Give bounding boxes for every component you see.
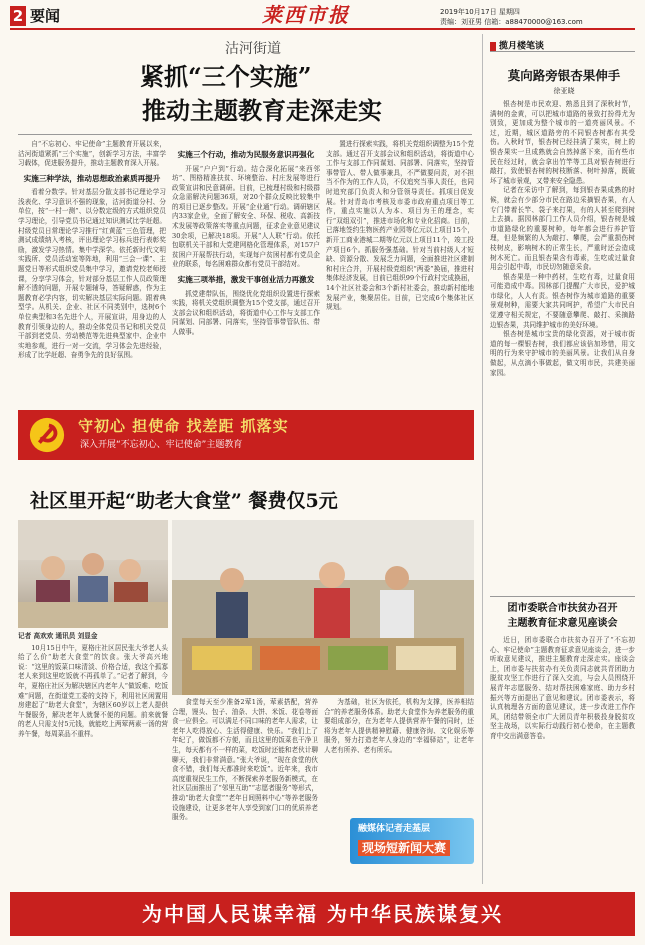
lead-intro-paragraph: 自“不忘初心、牢记使命”主题教育开展以来，沽河街道紧抓“三个实施”，创新学习方法，丰富学习载体，促进服务提升，推动主题教育深入开展。: [18, 140, 166, 168]
section-name: 要闻: [30, 7, 61, 25]
lead-headline-line1: 紧抓“三个实施”: [140, 62, 312, 91]
column-marker-icon: [490, 42, 496, 51]
sidebar-separator: [490, 596, 635, 597]
footer-slogan: 为中国人民谋幸福 为中华民族谋复兴: [142, 902, 503, 926]
lead-paragraph-3: 开展“户户到”行动。结合深化拓展“来西邻坊”、图格精准扶贫、环境整治、村庄发展等进行政策宣讲和民意调研。目前，已梳理村级和村级群众急需解决问题36项，对20个群众反映比较集中的项目已逐步整改。开展“企业通”行动。调研辖区内33家企业，全面了解安全、环保、税收、高新技术发展等政策落实等重点问题，征求企业意见建议30余项，已解决18项。开展“人人联”行动。依托包联机关干部和大党建网格化管理体系，对157户贫困户开展帮扶行动，实现每户贫困村都有党员企业的联系，每名困难群众都有党员干部结对。: [172, 164, 320, 269]
essay-paragraph-3: 银杏果是一种中药材，生吃有毒，过量食用可能造成中毒。园林部门提醒广大市民，爱护城市绿化，人人有责。银杏树作为城市道路的重要景观树种，需要大家共同呵护，希望广大市民自觉遵守相关规定，不要随意攀爬、敲打、采摘路边银杏果，共同维护城市的美好环境。: [490, 272, 635, 329]
lead-column-1: [18, 140, 166, 408]
lead-paragraph-4: 抓党建带队伍，围绕优化党组织设置进行探索实践，将机关党组织调整为15个党支部，通过召开支部会议和组织活动，将街道中心工作与支部工作同谋划、同部署、同落实，坚持管事带管队伍、带人做事。: [172, 289, 320, 336]
sidebar-author: 徐亚晓: [553, 87, 575, 95]
sidebar-story-paragraph: 近日，团市委联合市扶贫办召开了“不忘初心、牢记使命”主题教育征求意见座谈会，进一步听取意见建议，推进主题教育走深走实。座谈会上，团市委与扶贫办有关负责同志就共青团助力脱贫攻坚工作进行了深入交流，与会人员围绕开展青年志愿服务、结对帮扶困难家庭、助力乡村振兴等方面提出了意见和建议。团市委表示，将认真梳理各方面的意见建议，进一步改进工作作风，团结带领全市广大团员青年积极投身脱贫攻坚主战场，以实际行动践行初心使命，在主题教育中交出满意答卷。: [490, 636, 635, 740]
editor-info: 责编：刘亚男 信箱：a88470000@163.com: [440, 18, 583, 26]
lead-paragraph-5: 置进行探索实践，将机关党组织调整为15个党支部。通过召开支部会议和组织活动，将街道中心工作与支部工作同谋划、同部署、同落实，坚持管事带管人、带人做事兼具，不严做要问责，对不担当不作为的工作人员，不仅追究当事人责任，也同时追究部门负责人和分管领导责任。抓项目促发展。针对青岛市考核及市委市政府重点项目等工作，重点实施以人为本、项目为王的理念，实行“双组双引”，推进市场化和专业化招商。目前，已落地签约生物医药产业园等亿元以上项目15个，新开工商业港城二期等亿元以上项目11个，竣工投产项目6个。抓服务强基础。针对当前村级人才短缺、资源分散、发展乏力问题，全面推进社区建制和村庄合并，开展村级党组织“两委”换届，推进村集体经济发展，目前已组织99个行政村完成换届，14个社区社委会和3个新村社委会，推动新村能地发展产业，集聚居住。目前，已完成6个集体社区规划。: [326, 140, 474, 312]
story2-headline: 社区里开起“助老大食堂” 餐费仅5元: [30, 490, 338, 512]
headline-rule: [18, 134, 472, 135]
story2-column-3: [324, 698, 474, 814]
lead-paragraph-2: 看着分数学。针对基层分散支部书记理论学习浅表化、学习意识不强的现象，沽河街道分村、分单位，按“一村一测”、以分数定级的方式组织党员学习理论，引导党员书记通过知识测试比学赶超。村级党员日常理论学习推行“红黄蓝”三色管理，把测试成绩纳入考核，评出理论学习标兵进行表彰奖励，激发学习热情。集中学深学。依托新时代文明实践所、党员活动室等阵地，利用“三会一课”、主题党日等形式组织党员集中学习，邀请党校老师授课，分享学习体会，针对部分基层工作人员政策理解不透的问题，开展专题辅导，答疑解惑，作为主题教育必学内容，切实解决基层实际问题。跟着典型学。从机关、企业、社区不同类别中，选树6个单位典型和3名先进个人，开展宣讲，用身边的人教育引领身边的人，推动全体党员书记和机关党员干部到老党员、劳动模范等先进典型家中、企业中实地参观，进行一对一交流，学习体会先进经验，形成了比学赶超、奋勇争先的良好氛围。: [18, 188, 166, 360]
issue-date: 2019年10月17日 星期四: [440, 8, 520, 16]
theme-banner: [18, 410, 474, 460]
sidebar-story-headline-1: 团市委联合市扶贫办召开: [507, 603, 618, 614]
paper-name-logo: 莱西市报: [262, 3, 350, 27]
sidebar-column-head: [490, 36, 635, 52]
story-photo-small: [18, 520, 168, 628]
sidebar-story-headline-2: 主题教育征求意见座谈会: [507, 618, 618, 629]
sidebar-story-body: [490, 636, 635, 882]
essay-paragraph-2: 记者在采访中了解到，每到银杏果成熟的时候，就会有少部分市民在路边采摘银杏果，有人专门带着长竿、袋子来打果，有的人甚至爬到树上去摘。据园林部门工作人员介绍，银杏树是城市道路绿化的重要树种，每年都会进行养护管理，但是频繁的人为敲打、攀爬，会严重损伤树枝树皮，影响树木的正常生长，严重时还会造成树木死亡。而且银杏果含有毒素，生吃或过量食用会引起中毒，市民切勿随意采食。: [490, 186, 635, 272]
ad-line1: 融媒体记者走基层: [358, 824, 431, 834]
story2-column-1: [18, 632, 168, 884]
party-emblem-icon: [28, 416, 66, 454]
lead-kicker: 沽河街道: [225, 41, 281, 57]
ad-line2: 现场短新闻大赛: [358, 840, 450, 856]
banner-line2: 深入开展“不忘初心、牢记使命”主题教育: [80, 440, 243, 450]
lead-subhead-1: 实施三种学法，推动思想政治素质再提升: [23, 173, 161, 183]
essay-paragraph-4: 银杏树是城市宝贵的绿化资源，对于城市街道的每一棵银杏树，我们都应该倍加珍惜，用文明的行为来守护城市的美丽风景。让我们从自身做起，从点滴小事做起，做文明市民，共建美丽家园。: [490, 330, 635, 377]
lead-headline-line2: 推动主题教育走深走实: [142, 96, 382, 125]
lead-subhead-2: 实施三个行动，推动为民服务意识再强化: [177, 150, 315, 159]
lead-subhead-3: 实施三项举措，激发干事创业活力再激发: [177, 275, 315, 285]
story2-paragraph-1: 10月15日中午，夏格庄社区居民张大爷老人头给了么价“助老大食堂”的饮食。张大爷高兴地说：“这里的饭菜口味清淡、价格合适，我这个孤寡老人来到这里吃饭就不再孤单了。”记者了解到，今年，夏格庄社区为解决辖区内老年人“做饭难、吃饭难”问题，在街道党工委的支持下，利用社区闲置用房建起了“助老大食堂”，为辖区60岁以上老人提供午餐服务，解决老年人就餐不便的问题。前来就餐的老人只需支付5元钱，就能吃上两荤两素一汤的营养午餐，每周菜品不重样。: [18, 643, 168, 738]
story2-byline: 记者 高欢欢 通讯员 刘显金: [18, 632, 98, 640]
masthead-rule: [10, 28, 635, 30]
banner-line1: 守初心 担使命 找差距 抓落实: [78, 417, 289, 435]
sidebar-essay-body: [490, 100, 635, 590]
page-number-box: 2: [10, 6, 26, 26]
lead-column-3: [326, 140, 474, 408]
footer-slogan-bar: [10, 892, 635, 936]
story2-column-2: [172, 698, 318, 884]
essay-paragraph-1: 银杏树是市民欢迎、熟悉且到了深秋时节，满树的金黄，可以把城市道路的景致打扮得尤为别致，更加成为整个城市的一道亮丽风景。不过，近期，城区道路旁的不同银杏树都有其受伤。入秋时节，银杏树已经挂满了果实，树上的银杏果实一旦成熟就会自然掉落下来，而有些市民在经过时，就会拿出竹竿等工具对银杏树进行敲打，致使银杏树的树枝断落、树叶掉落，既破坏了城市景观，又带来安全隐患。: [490, 100, 635, 185]
lead-column-2: [172, 150, 320, 408]
sidebar-headline: 莫向路旁银杏果伸手: [507, 68, 621, 83]
story2-paragraph-2: 食堂每天至少准备2荤1汤，荤素搭配，营养合理，馒头、包子、油条、大饼、米饭、花卷等面食一应俱全。可以满足不同口味的老年人需求，让老年人吃得放心、生活得健康、快乐。“我们上了年纪了，做饭都不方便，而且这里的饭菜也干净卫生，每天都有不一样的菜，吃饭时还能和老伙计聊聊天，我们非常满意。”张大爷说，“现在食堂的伙食不错，我们每天都准时来吃饭”。近年来，我市高度重视民生工作，不断探索养老服务新模式，在社区层面推出了“邻里互助”“志愿者服务”等形式，推动“助老大食堂”“老年日间照料中心”等养老服务设施建设，让更多老年人享受到家门口的优质养老服务。: [172, 698, 318, 822]
story2-paragraph-3: 为基础，社区为依托，机构为支撑，医养相结合”的养老服务体系。助老大食堂作为养老服务的重要组成部分，在为老年人提供营养午餐的同时，还将为老年人提供精神慰藉、健康咨询、文化娱乐等服务，努力打造老年人身边的“幸福驿站”，让老年人老有所养、老有所乐。: [324, 698, 474, 754]
column-head-label: 揽月楼笔谈: [499, 41, 545, 52]
story-photo-large: [172, 520, 474, 695]
sidebar-divider: [482, 34, 483, 884]
news-contest-ad: [350, 818, 474, 864]
